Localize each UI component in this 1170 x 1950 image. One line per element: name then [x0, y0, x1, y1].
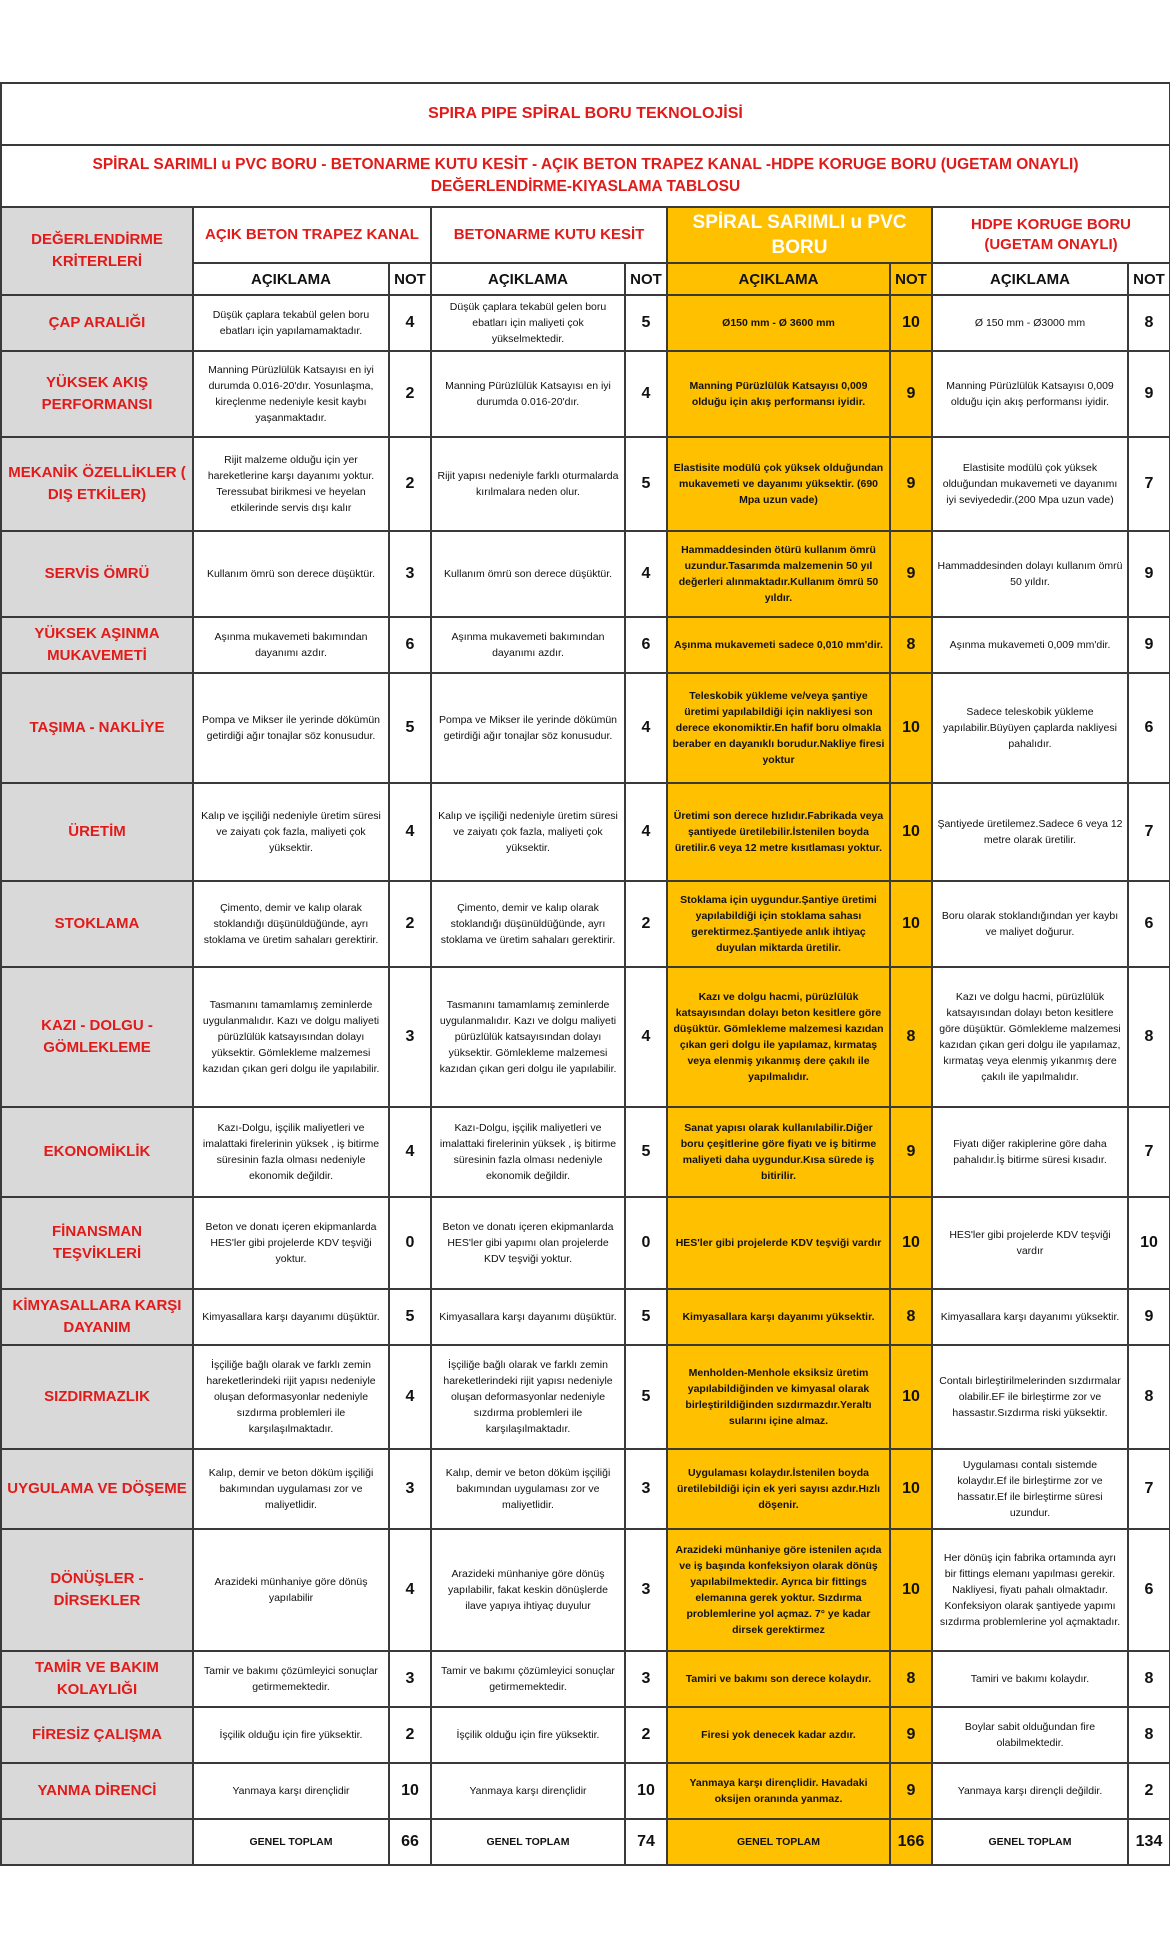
cell-description: Contalı birleştirilmelerinden sızdırmalar olabilir.EF ile birleştirme zor ve hassastır.Sızdırma riski yüksektir.: [932, 1345, 1128, 1449]
cell-score: 9: [1128, 351, 1170, 437]
cell-description: İşçiliğe bağlı olarak ve farklı zemin hareketlerindeki rijit yapısı nedeniyle oluşan deformasyonlar nedeniyle sızdırma problemleri ile karşılaşılmaktadır.: [431, 1345, 625, 1449]
cell-description: Aşınma mukavemeti 0,009 mm'dir.: [932, 617, 1128, 673]
cell-description: Hammaddesinden dolayı kullanım ömrü 50 yıldır.: [932, 531, 1128, 617]
cell-score: 9: [890, 1707, 932, 1763]
cell-score: 10: [625, 1763, 667, 1819]
cell-description: Manning Pürüzlülük Katsayısı 0,009 olduğu için akış performansı iyidir.: [932, 351, 1128, 437]
cell-description: Pompa ve Mikser ile yerinde dökümün getirdiği ağır tonajlar söz konusudur.: [193, 673, 389, 783]
table-row: [1, 967, 1170, 1107]
cell-score: 10: [890, 295, 932, 351]
cell-score: 8: [890, 1289, 932, 1345]
criteria-header: DEĞERLENDİRME KRİTERLERİ: [1, 207, 193, 295]
cell-description: Hammaddesinden ötürü kullanım ömrü uzundur.Tasarımda malzemenin 50 yıl değerleri alınmaktadır.Kullanım ömrü 50 yıldır.: [667, 531, 890, 617]
criterion-label: STOKLAMA: [1, 881, 193, 967]
total-label: GENEL TOPLAM: [667, 1819, 890, 1865]
table-row: [1, 881, 1170, 967]
cell-description: Manning Pürüzlülük Katsayısı en iyi durumda 0.016-20'dır.: [431, 351, 625, 437]
cell-score: 4: [389, 1345, 431, 1449]
table-row: [1, 617, 1170, 673]
cell-description: Yanmaya karşı dirençlidir: [431, 1763, 625, 1819]
cell-description: Kalıp ve işçiliği nedeniyle üretim süresi ve zaiyatı çok fazla, maliyeti çok yüksektir.: [431, 783, 625, 881]
cell-description: Stoklama için uygundur.Şantiye üretimi yapılabildiği için stoklama sahası gerektirmez.Şantiyede anlık ihtiyaç duyulan miktarda üretilir.: [667, 881, 890, 967]
cell-description: Yanmaya karşı dirençlidir. Havadaki oksijen oranında yanmaz.: [667, 1763, 890, 1819]
cell-description: Rijit malzeme olduğu için yer hareketlerine karşı dayanımı yoktur. Teressubat birikmesi ve heyelan etkilerinde servis dışı kalır: [193, 437, 389, 531]
cell-score: 10: [890, 1529, 932, 1651]
cell-score: 10: [890, 783, 932, 881]
cell-description: Aşınma mukavemeti bakımından dayanımı azdır.: [431, 617, 625, 673]
cell-score: 2: [389, 881, 431, 967]
cell-score: 9: [890, 531, 932, 617]
criterion-label: KİMYASALLARA KARŞI DAYANIM: [1, 1289, 193, 1345]
criterion-label: SERVİS ÖMRÜ: [1, 531, 193, 617]
cell-description: Beton ve donatı içeren ekipmanlarda HES'ler gibi yapımı olan projelerde KDV teşviği yoktur.: [431, 1197, 625, 1289]
cell-description: Pompa ve Mikser ile yerinde dökümün getirdiği ağır tonajlar söz konusudur.: [431, 673, 625, 783]
cell-description: Tamiri ve bakımı kolaydır.: [932, 1651, 1128, 1707]
cell-description: Menholden-Menhole eksiksiz üretim yapılabildiğinden ve kimyasal olarak birleştirildiğinden sızdırmazdır.Yeraltı sularını içine almaz.: [667, 1345, 890, 1449]
cell-score: 5: [625, 1289, 667, 1345]
cell-description: Beton ve donatı içeren ekipmanlarda HES'ler gibi projelerde KDV teşviği yoktur.: [193, 1197, 389, 1289]
cell-score: 9: [1128, 1289, 1170, 1345]
cell-score: 0: [389, 1197, 431, 1289]
subheader-score: NOT: [625, 263, 667, 295]
table-row: [1, 1107, 1170, 1197]
subtitle-line-1: SPİRAL SARIMLI u PVC BORU - BETONARME KUTU KESİT - AÇIK BETON TRAPEZ KANAL -HDPE KORUGE BORU (UGETAM ONAYLI): [92, 156, 1079, 173]
cell-score: 5: [389, 1289, 431, 1345]
cell-score: 4: [625, 531, 667, 617]
table-row: [1, 783, 1170, 881]
subheader-desc: AÇIKLAMA: [667, 263, 890, 295]
table-row: [1, 1345, 1170, 1449]
cell-description: Sadece teleskobik yükleme yapılabilir.Büyüyen çaplarda nakliyesi pahalıdır.: [932, 673, 1128, 783]
cell-description: Kimyasallara karşı dayanımı düşüktür.: [431, 1289, 625, 1345]
cell-description: Boru olarak stoklandığından yer kaybı ve maliyet doğurur.: [932, 881, 1128, 967]
cell-score: 9: [890, 1763, 932, 1819]
cell-description: Teleskobik yükleme ve/veya şantiye üretimi yapılabildiği için nakliyesi son derece ekonomiktir.En hafif boru olmakla beraber en dayanıklı borudur.Nakliye firesi yoktur: [667, 673, 890, 783]
table-row: [1, 295, 1170, 351]
criterion-label: KAZI - DOLGU - GÖMLEKLEME: [1, 967, 193, 1107]
cell-score: 8: [1128, 1707, 1170, 1763]
cell-description: Elastisite modülü çok yüksek olduğundan mukavemeti ve dayanımı yüksektir. (690 Mpa uzun vade): [667, 437, 890, 531]
cell-description: Tasmanını tamamlamış zeminlerde uygulanmalıdır. Kazı ve dolgu maliyeti pürüzlülük katsayısından dolayı yüksektir. Gömlekleme malzemesi kazıdan çıkan geri dolgu ile yapılabilir.: [431, 967, 625, 1107]
cell-score: 8: [1128, 967, 1170, 1107]
cell-score: 8: [1128, 1651, 1170, 1707]
cell-description: Manning Pürüzlülük Katsayısı 0,009 olduğu için akış performansı iyidir.: [667, 351, 890, 437]
cell-score: 6: [1128, 1529, 1170, 1651]
subheader-desc: AÇIKLAMA: [193, 263, 389, 295]
criterion-label: SIZDIRMAZLIK: [1, 1345, 193, 1449]
subheader-score: NOT: [890, 263, 932, 295]
cell-description: Kimyasallara karşı dayanımı düşüktür.: [193, 1289, 389, 1345]
cell-score: 4: [389, 295, 431, 351]
table-row: [1, 437, 1170, 531]
cell-description: Aşınma mukavemeti bakımından dayanımı azdır.: [193, 617, 389, 673]
table-row: [1, 1197, 1170, 1289]
cell-score: 5: [625, 437, 667, 531]
total-label: GENEL TOPLAM: [431, 1819, 625, 1865]
criterion-label: FİNANSMAN TEŞVİKLERİ: [1, 1197, 193, 1289]
criterion-label: YÜKSEK AŞINMA MUKAVEMETİ: [1, 617, 193, 673]
cell-score: 8: [1128, 1345, 1170, 1449]
column-header-trapez: AÇIK BETON TRAPEZ KANAL: [193, 207, 431, 263]
criterion-label: UYGULAMA VE DÖŞEME: [1, 1449, 193, 1529]
cell-description: Uygulaması contalı sistemde kolaydır.Ef ile birleştirme zor ve hassatır.Ef ile birleştirme süresi uzundur.: [932, 1449, 1128, 1529]
cell-description: Arazideki münhaniye göre dönüş yapılabilir: [193, 1529, 389, 1651]
total-score: 66: [389, 1819, 431, 1865]
criterion-label: DÖNÜŞLER - DİRSEKLER: [1, 1529, 193, 1651]
cell-score: 8: [890, 617, 932, 673]
cell-description: Firesi yok denecek kadar azdır.: [667, 1707, 890, 1763]
cell-score: 4: [625, 783, 667, 881]
cell-description: Kazı ve dolgu hacmi, pürüzlülük katsayısından dolayı beton kesitlere göre düşüktür. Gömlekleme malzemesi kazıdan çıkan geri dolgu ile yapılamaz, kırmataş veya elenmiş yıkanmış dere çakılı ile yapılmalıdır.: [667, 967, 890, 1107]
cell-description: Düşük çaplara tekabül gelen boru ebatları için maliyeti çok yükselmektedir.: [431, 295, 625, 351]
cell-score: 2: [625, 881, 667, 967]
total-score: 74: [625, 1819, 667, 1865]
table-row: [1, 1651, 1170, 1707]
cell-score: 5: [625, 295, 667, 351]
cell-description: Kazı ve dolgu hacmi, pürüzlülük katsayısından dolayı beton kesitlere göre düşüktür. Gömlekleme malzemesi kazıdan çıkan geri dolgu ile yapılamaz, kırmataş veya elenmiş yıkanmış dere çakılı ile yapılmalıdır.: [932, 967, 1128, 1107]
cell-description: Arazideki münhaniye göre istenilen açıda ve iş başında konfeksiyon olarak dönüş yapılabilmektedir. Ayrıca bir fittings elemanına gerek yoktur. Sızdırma problemlerine yol açmaz. 7° ye kadar dirsek gerektirmez: [667, 1529, 890, 1651]
cell-description: HES'ler gibi projelerde KDV teşviği vardır: [932, 1197, 1128, 1289]
cell-score: 4: [625, 673, 667, 783]
criterion-label: ÇAP ARALIĞI: [1, 295, 193, 351]
subheader-score: NOT: [389, 263, 431, 295]
cell-score: 6: [1128, 881, 1170, 967]
cell-description: Kimyasallara karşı dayanımı yüksektir.: [667, 1289, 890, 1345]
cell-description: HES'ler gibi projelerde KDV teşviği vardır: [667, 1197, 890, 1289]
cell-description: İşçilik olduğu için fire yüksektir.: [193, 1707, 389, 1763]
cell-score: 8: [890, 1651, 932, 1707]
table-row: [1, 1529, 1170, 1651]
criterion-label: TAMİR VE BAKIM KOLAYLIĞI: [1, 1651, 193, 1707]
cell-description: Ø150 mm - Ø 3600 mm: [667, 295, 890, 351]
column-header-spiral: SPİRAL SARIMLI u PVC BORU: [667, 207, 932, 263]
total-label: GENEL TOPLAM: [193, 1819, 389, 1865]
cell-score: 6: [1128, 673, 1170, 783]
total-label: GENEL TOPLAM: [932, 1819, 1128, 1865]
cell-score: 2: [625, 1707, 667, 1763]
cell-score: 4: [625, 967, 667, 1107]
cell-description: Ø 150 mm - Ø3000 mm: [932, 295, 1128, 351]
cell-score: 7: [1128, 437, 1170, 531]
cell-description: Aşınma mukavemeti sadece 0,010 mm'dir.: [667, 617, 890, 673]
cell-score: 10: [389, 1763, 431, 1819]
cell-description: Tamir ve bakımı çözümleyici sonuçlar getirmemektedir.: [431, 1651, 625, 1707]
cell-score: 3: [389, 967, 431, 1107]
table-subtitle: [1, 145, 1170, 207]
cell-score: 5: [625, 1107, 667, 1197]
cell-score: 2: [389, 351, 431, 437]
cell-description: Kazı-Dolgu, işçilik maliyetleri ve imalattaki firelerinin yüksek , iş bitirme süresinin fazla olması nedeniyle ekonomik değildir.: [431, 1107, 625, 1197]
cell-description: Yanmaya karşı dirençli değildir.: [932, 1763, 1128, 1819]
total-score: 134: [1128, 1819, 1170, 1865]
cell-score: 8: [1128, 295, 1170, 351]
cell-score: 7: [1128, 783, 1170, 881]
totals-blank-cell: [1, 1819, 193, 1865]
cell-description: Sanat yapısı olarak kullanılabilir.Diğer boru çeşitlerine göre fiyatı ve iş bitirme maliyeti daha uygundur.Kısa sürede iş bitirilir.: [667, 1107, 890, 1197]
criterion-label: ÜRETİM: [1, 783, 193, 881]
cell-description: Tamiri ve bakımı son derece kolaydır.: [667, 1651, 890, 1707]
cell-score: 4: [389, 783, 431, 881]
cell-description: Çimento, demir ve kalıp olarak stoklandığı düşünüldüğünde, ayrı stoklama ve üretim sahaları gerektirir.: [193, 881, 389, 967]
totals-row: [1, 1819, 1170, 1865]
cell-description: Kullanım ömrü son derece düşüktür.: [431, 531, 625, 617]
cell-score: 3: [625, 1529, 667, 1651]
criterion-label: YANMA DİRENCİ: [1, 1763, 193, 1819]
cell-description: Yanmaya karşı dirençlidir: [193, 1763, 389, 1819]
criterion-label: TAŞIMA - NAKLİYE: [1, 673, 193, 783]
cell-score: 8: [890, 967, 932, 1107]
cell-score: 9: [890, 1107, 932, 1197]
cell-description: Düşük çaplara tekabül gelen boru ebatları için yapılamamaktadır.: [193, 295, 389, 351]
criterion-label: EKONOMİKLİK: [1, 1107, 193, 1197]
cell-description: Kazı-Dolgu, işçilik maliyetleri ve imalattaki firelerinin yüksek , iş bitirme süresinin fazla olması nedeniyle ekonomik değildir.: [193, 1107, 389, 1197]
cell-score: 10: [890, 1197, 932, 1289]
criterion-label: FİRESİZ ÇALIŞMA: [1, 1707, 193, 1763]
table-row: [1, 351, 1170, 437]
cell-score: 4: [389, 1107, 431, 1197]
comparison-table-wrapper: [0, 82, 1169, 1866]
cell-score: 9: [890, 351, 932, 437]
cell-score: 7: [1128, 1449, 1170, 1529]
cell-description: Kalıp ve işçiliği nedeniyle üretim süresi ve zaiyatı çok fazla, maliyeti çok yüksektir.: [193, 783, 389, 881]
cell-description: Çimento, demir ve kalıp olarak stoklandığı düşünüldüğünde, ayrı stoklama ve üretim sahaları gerektirir.: [431, 881, 625, 967]
cell-score: 6: [625, 617, 667, 673]
cell-score: 3: [625, 1651, 667, 1707]
cell-description: Şantiyede üretilemez.Sadece 6 veya 12 metre olarak üretilir.: [932, 783, 1128, 881]
page-title: SPIRA PIPE SPİRAL BORU TEKNOLOJİSİ: [1, 83, 1170, 145]
cell-description: Uygulaması kolaydır.İstenilen boyda üretilebildiği için ek yeri sayısı azdır.Hızlı döşenir.: [667, 1449, 890, 1529]
cell-description: Üretimi son derece hızlıdır.Fabrikada veya şantiyede üretilebilir.İstenilen boyda üretilir.6 veya 12 metre kısıtlaması yoktur.: [667, 783, 890, 881]
table-row: [1, 1289, 1170, 1345]
table-row: [1, 673, 1170, 783]
subheader-desc: AÇIKLAMA: [431, 263, 625, 295]
cell-score: 9: [1128, 617, 1170, 673]
cell-score: 2: [1128, 1763, 1170, 1819]
cell-score: 9: [890, 437, 932, 531]
cell-score: 7: [1128, 1107, 1170, 1197]
table-row: [1, 531, 1170, 617]
column-header-hdpe: HDPE KORUGE BORU (UGETAM ONAYLI): [932, 207, 1170, 263]
cell-description: Boylar sabit olduğundan fire olabilmektedir.: [932, 1707, 1128, 1763]
cell-score: 10: [1128, 1197, 1170, 1289]
cell-score: 0: [625, 1197, 667, 1289]
table-row: [1, 1707, 1170, 1763]
cell-description: Manning Pürüzlülük Katsayısı en iyi durumda 0.016-20'dır. Yosunlaşma, kireçlenme nedeniyle kesit kaybı yaşanmaktadır.: [193, 351, 389, 437]
cell-description: Elastisite modülü çok yüksek olduğundan mukavemeti ve dayanımı iyi seviyededir.(200 Mpa uzun vade): [932, 437, 1128, 531]
table-row: [1, 1449, 1170, 1529]
cell-score: 10: [890, 673, 932, 783]
cell-score: 2: [389, 1707, 431, 1763]
cell-description: Tamir ve bakımı çözümleyici sonuçlar getirmemektedir.: [193, 1651, 389, 1707]
subheader-desc: AÇIKLAMA: [932, 263, 1128, 295]
comparison-table: [0, 82, 1170, 1866]
subheader-score: NOT: [1128, 263, 1170, 295]
column-header-kutu: BETONARME KUTU KESİT: [431, 207, 667, 263]
cell-score: 10: [890, 1449, 932, 1529]
cell-score: 10: [890, 1345, 932, 1449]
cell-description: İşçiliğe bağlı olarak ve farklı zemin hareketlerindeki rijit yapısı nedeniyle oluşan deformasyonlar nedeniyle sızdırma problemleri ile karşılaşılmaktadır.: [193, 1345, 389, 1449]
cell-description: Kimyasallara karşı dayanımı yüksektir.: [932, 1289, 1128, 1345]
cell-description: Kalıp, demir ve beton döküm işçiliği bakımından uygulaması zor ve maliyetlidir.: [431, 1449, 625, 1529]
cell-score: 10: [890, 881, 932, 967]
cell-description: Fiyatı diğer rakiplerine göre daha pahalıdır.İş bitirme süresi kısadır.: [932, 1107, 1128, 1197]
cell-description: Her dönüş için fabrika ortamında ayrı bir fittings elemanı yapılması gerekir. Nakliyesi, fiyatı pahalı olmaktadır. Konfeksiyon olarak şantiyede yapımı sızdırma problemlerine yol açmaktadır.: [932, 1529, 1128, 1651]
cell-score: 3: [389, 531, 431, 617]
cell-description: Arazideki münhaniye göre dönüş yapılabilir, fakat keskin dönüşlerde ilave yapıya ihtiyaç duyulur: [431, 1529, 625, 1651]
cell-description: Kullanım ömrü son derece düşüktür.: [193, 531, 389, 617]
cell-score: 4: [625, 351, 667, 437]
cell-score: 5: [625, 1345, 667, 1449]
cell-score: 3: [625, 1449, 667, 1529]
cell-score: 3: [389, 1651, 431, 1707]
cell-score: 9: [1128, 531, 1170, 617]
cell-description: İşçilik olduğu için fire yüksektir.: [431, 1707, 625, 1763]
cell-score: 2: [389, 437, 431, 531]
cell-score: 5: [389, 673, 431, 783]
cell-description: Kalıp, demir ve beton döküm işçiliği bakımından uygulaması zor ve maliyetlidir.: [193, 1449, 389, 1529]
cell-score: 3: [389, 1449, 431, 1529]
cell-score: 4: [389, 1529, 431, 1651]
total-score: 166: [890, 1819, 932, 1865]
cell-description: Tasmanını tamamlamış zeminlerde uygulanmalıdır. Kazı ve dolgu maliyeti pürüzlülük katsayısından dolayı yüksektir. Gömlekleme malzemesi kazıdan çıkan geri dolgu ile yapılabilir.: [193, 967, 389, 1107]
table-row: [1, 1763, 1170, 1819]
criterion-label: YÜKSEK AKIŞ PERFORMANSI: [1, 351, 193, 437]
criterion-label: MEKANİK ÖZELLİKLER ( DIŞ ETKİLER): [1, 437, 193, 531]
subtitle-line-2: DEĞERLENDİRME-KIYASLAMA TABLOSU: [430, 178, 741, 195]
cell-score: 6: [389, 617, 431, 673]
cell-description: Rijit yapısı nedeniyle farklı oturmalarda kırılmalara neden olur.: [431, 437, 625, 531]
